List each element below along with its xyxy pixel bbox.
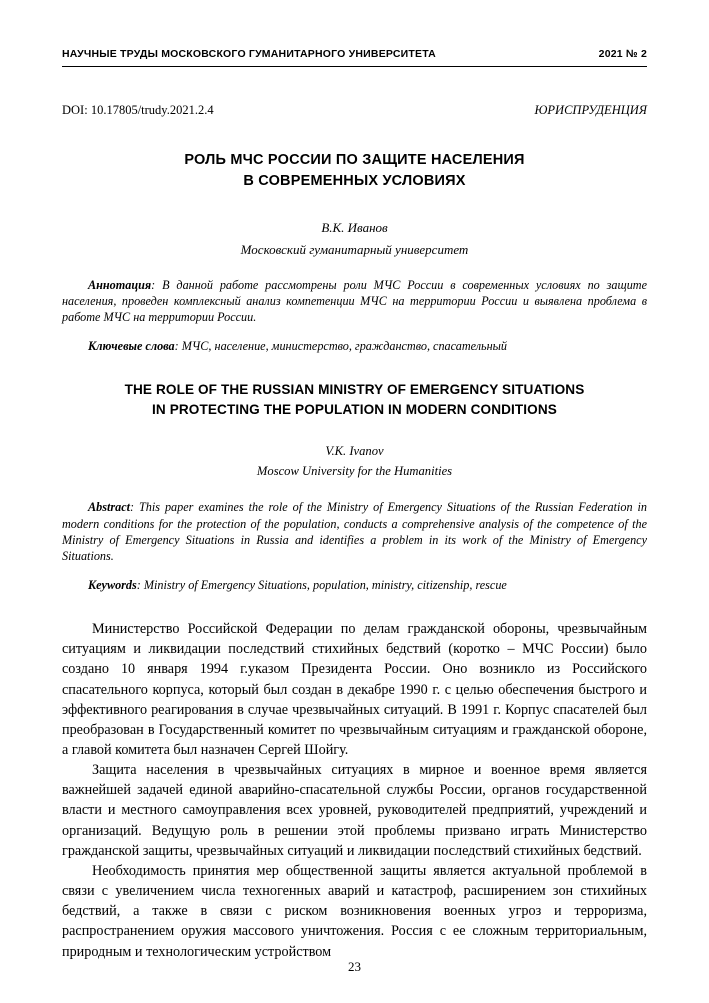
keywords-en — [62, 577, 647, 593]
body-paragraph: Министерство Российской Федерации по делам гражданской обороны, чрезвычайным ситуациям и ликвидации последствий стихийных бедствий (коротко – МЧС России) было создано 10 января 1994 г.указом Президента России. Оно возникло из Российского спасательного корпуса, который был создан в декабре 1990 г. с целью обеспечения быстрого и эффективного реагирования в случае чрезвычайных ситуаций. В 1991 г. Корпус спасателей был преобразован в Государственный комитет по чрезвычайным ситуациям и гражданской обороне, а главой комитета был назначен Сергей Шойгу. — [62, 621, 647, 758]
abstract-label-en: Abstract — [88, 500, 130, 515]
keywords-ru — [62, 338, 647, 354]
abstract-label-ru: Аннотация — [88, 278, 152, 293]
keywords-label-en: Keywords — [88, 577, 137, 592]
affiliation-en: Moscow University for the Humanities — [256, 464, 453, 479]
page-number: 23 — [348, 959, 361, 974]
doi-text: DOI: 10.17805/trudy.2021.2.4 — [62, 103, 214, 117]
article-title-ru: РОЛЬ МЧС РОССИИ ПО ЗАЩИТЕ НАСЕЛЕНИЯ В СОВРЕМЕННЫХ УСЛОВИЯХ — [184, 152, 525, 190]
abstract-text-en: : This paper examines the role of the Ministry of Emergency Situations of the Russian Federation in modern conditions for the protection of the population, conducts a comprehensive analysis of the competence of the Ministry of Emergency Situations in Russia and identifies a problem in its work of the Ministry of Emergency Situations. — [62, 500, 647, 564]
article-title-en: THE ROLE OF THE RUSSIAN MINISTRY OF EMERGENCY SITUATIONS IN PROTECTING THE POPULATION IN MODERN CONDITIONS — [124, 381, 585, 417]
abstract-text-ru: : В данной работе рассмотрены роли МЧС России в современных условиях по защите населения, проведен комплексный анализ компетенции МЧС на территории России и выявлена проблема в работе МЧС на территории России. — [62, 278, 647, 325]
affiliation-ru: Московский гуманитарный университет — [240, 241, 469, 257]
section-label: ЮРИСПРУДЕНЦИЯ — [534, 103, 647, 117]
keywords-label-ru: Ключевые слова — [88, 338, 175, 353]
journal-name: НАУЧНЫЕ ТРУДЫ МОСКОВСКОГО ГУМАНИТАРНОГО УНИВЕРСИТЕТА — [62, 48, 436, 60]
issue-number: 2021 № 2 — [598, 48, 647, 60]
doi-line — [62, 103, 647, 118]
author-en: V.K. Ivanov — [325, 444, 384, 459]
author-ru: В.К. Иванов — [321, 220, 388, 236]
body-text — [62, 619, 647, 962]
running-head — [62, 48, 647, 67]
body-paragraph: Защита населения в чрезвычайных ситуациях в мирное и военное время является важнейшей задачей единой аварийно-спасательной службы России, органов государственной власти и местного самоуправления всех уровней, руководителей предприятий, учреждений и организаций. Ведущую роль в решении этой проблемы призвано играть Министерство гражданской защиты, чрезвычайных ситуаций и ликвидации последствий стихийных бедствий. — [62, 762, 647, 859]
body-paragraph: Необходимость принятия мер общественной защиты является актуальной проблемой в связи с увеличением числа техногенных аварий и катастроф, расширением зон стихийных бедствий, а также в связи с риском возникновения военных угроз и терроризма, распространением оружия массового уничтожения. Россия с ее сложным территориальным, природным и технологическим устройством — [62, 862, 647, 960]
abstract-ru — [62, 277, 647, 325]
keywords-text-en: : Ministry of Emergency Situations, population, ministry, citizenship, rescue — [136, 577, 507, 592]
keywords-text-ru: : МЧС, население, министерство, гражданство, спасательный — [174, 338, 507, 353]
abstract-en — [62, 499, 647, 564]
